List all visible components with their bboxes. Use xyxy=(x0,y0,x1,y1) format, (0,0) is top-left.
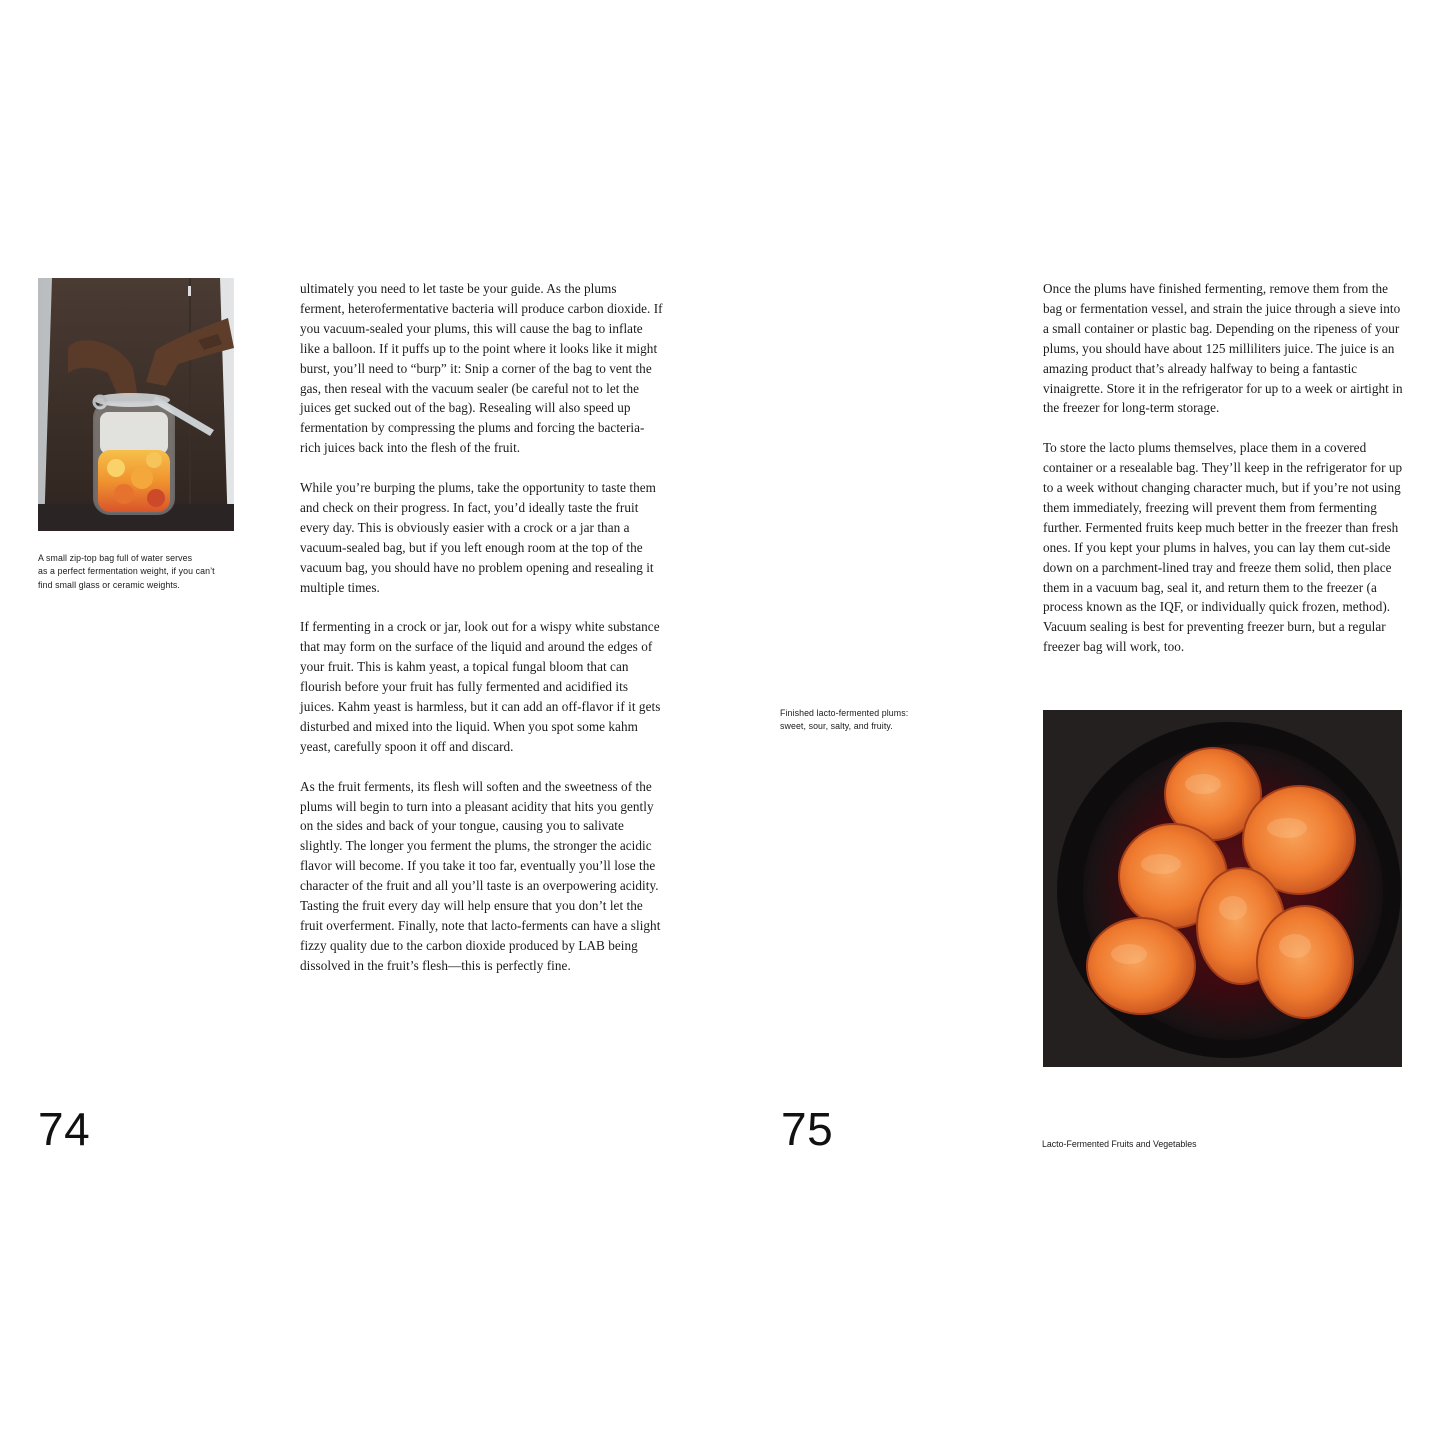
caption-line: sweet, sour, salty, and fruity. xyxy=(780,721,893,732)
jar-photo-illustration xyxy=(38,278,234,531)
right-page-body-text xyxy=(1043,279,1407,677)
plums-photo-caption xyxy=(780,707,960,734)
photo-jar-of-plums xyxy=(38,278,234,531)
body-paragraph: If fermenting in a crock or jar, look out for a wispy white substance that may form on the surface of the liquid and around the edges of your fruit. This is kahm yeast, a topical fungal bloom that can flourish before your fruit has fully fermented and acidified its juices. Kahm yeast is harmless, but it can add an off-flavor if it gets disturbed and mixed into the liquid. When you spot some kahm yeast, carefully spoon it off and discard. xyxy=(300,619,661,754)
left-page-body-text xyxy=(300,279,664,996)
page-number-right: 75 xyxy=(781,1103,834,1155)
body-paragraph: To store the lacto plums themselves, place them in a covered container or a resealable bag. They’ll keep in the refrigerator for up to a week without changing character much, but if you’re not using them immediately, freezing will prevent them from fermenting further. Fermented fruits keep much better in the freezer than fresh ones. If you kept your plums in halves, you can lay them cut-side down on a parchment-lined tray and freeze them solid, then place them in a vacuum bag, seal it, and return them to the freezer (a process known as the IQF, or individually quick frozen, method). Vacuum sealing is best for preventing freezer burn, but a regular freezer bag will work, too. xyxy=(1043,440,1403,655)
page-number-left: 74 xyxy=(38,1103,91,1155)
caption-line: Finished lacto-fermented plums: xyxy=(780,708,909,718)
running-footer-chapter-title: Lacto-Fermented Fruits and Vegetables xyxy=(1042,1139,1197,1149)
plums-photo-illustration xyxy=(1043,710,1402,1067)
body-paragraph: While you’re burping the plums, take the opportunity to taste them and check on their progress. In fact, you’d ideally taste the fruit every day. This is obviously easier with a crock or a jar than a vacuum-sealed bag, but if you left enough room at the top of the vacuum bag, you should have no problem opening and resealing it multiple times. xyxy=(300,480,656,595)
jar-photo-caption xyxy=(38,552,238,592)
caption-line: as a perfect fermentation weight, if you can’t xyxy=(38,566,215,577)
caption-line: find small glass or ceramic weights. xyxy=(38,579,180,590)
body-paragraph: As the fruit ferments, its flesh will soften and the sweetness of the plums will begin to turn into a pleasant acidity that hits you gently on the sides and back of your tongue, causing you to salivate slightly. The longer you ferment the plums, the stronger the acidic flavor will become. If you take it too far, eventually you’ll lose the character of the fruit and all you’ll taste is an overpowering acidity. Tasting the fruit every day will help ensure that you don’t let the fruit overferment. Finally, note that lacto-ferments can have a slight fizzy quality due to the carbon dioxide produced by LAB being dissolved in the fruit’s flesh—this is perfectly fine. xyxy=(300,778,661,973)
body-paragraph: ultimately you need to let taste be your guide. As the plums ferment, heterofermentative bacteria will produce carbon dioxide. If you vacuum-sealed your plums, this will cause the bag to inflate like a balloon. If it puffs up to the point where it looks like it might burst, you’ll need to “burp” it: Snip a corner of the bag to vent the gas, then reseal with the vacuum sealer (be careful not to let the juices get sucked out of the bag). Resealing will also speed up fermentation by compressing the plums and forcing the bacteria-rich juices back into the flesh of the fruit. xyxy=(300,281,663,456)
photo-fermented-plums-bowl xyxy=(1043,710,1402,1067)
caption-line: A small zip-top bag full of water serves xyxy=(38,553,193,563)
body-paragraph: Once the plums have finished fermenting, remove them from the bag or fermentation vessel, and strain the juice through a sieve into a small container or plastic bag. Depending on the ripeness of your plums, you should have about 125 milliliters juice. The juice is an amazing product that’s already halfway to being a fantastic vinaigrette. Store it in the refrigerator for up to a week or airtight in the freezer for long-term storage. xyxy=(1043,281,1403,416)
